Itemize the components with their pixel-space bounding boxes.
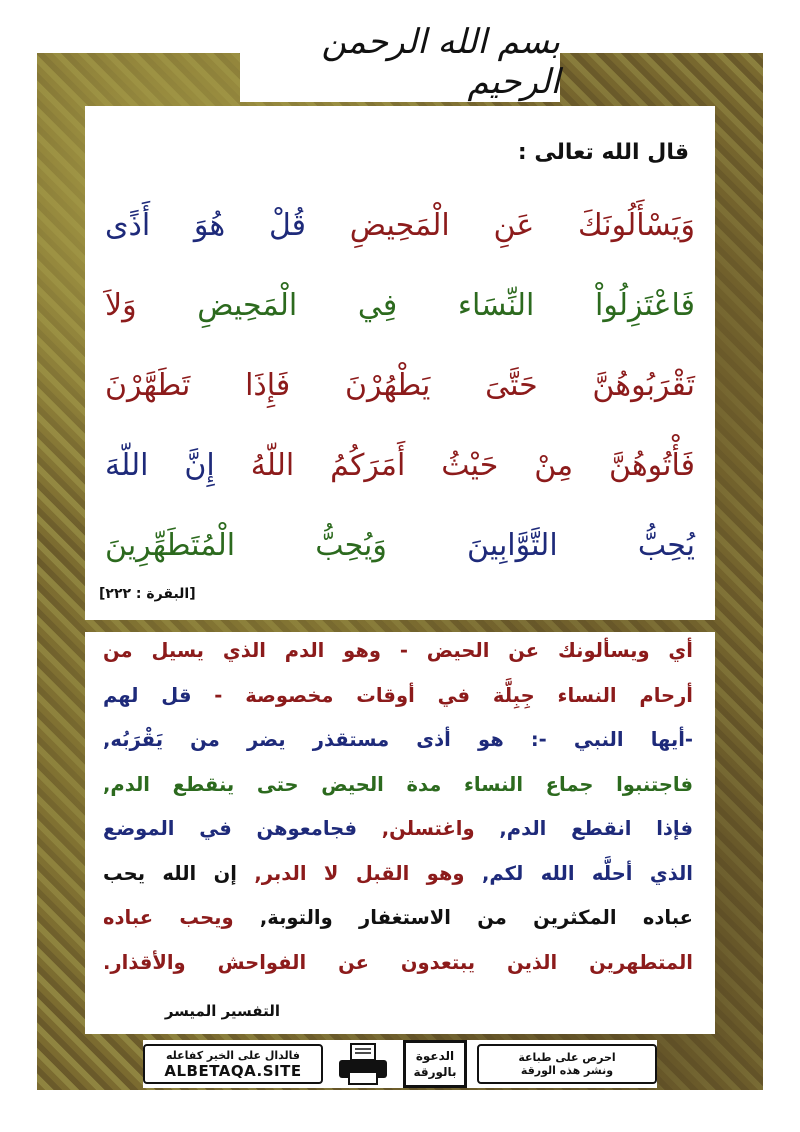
text-segment: أي ويسألونك عن الحيض - وهو الدم الذي يسيل من: [103, 639, 693, 662]
text-segment: ويحب عباده: [103, 906, 234, 929]
text-segment: قُلْ هُوَ أَذًى: [105, 208, 307, 243]
text-segment: قل لهم: [103, 683, 192, 707]
footer-site-box: [143, 1044, 323, 1084]
text-segment: وَيَسْأَلُونَكَ عَنِ الْمَحِيضِ: [306, 208, 695, 243]
text-segment: أرحام النساء جِبِلَّة في أوقات مخصوصة -: [191, 683, 693, 707]
text-segment: واغتسلن,: [357, 817, 475, 840]
footer-center: [333, 1040, 467, 1088]
verse-reference: [البقرة : ٢٢٢]: [99, 586, 196, 602]
text-segment: المتطهرين الذين يبتعدون عن الفواحش والأقذار.: [103, 950, 693, 974]
text-segment: -أيها النبي -: هو أذى مستقذر يضر من يَقْرَبُه,: [103, 728, 693, 751]
tafsir-line: [103, 770, 693, 800]
text-segment: وهو القبل لا الدبر,: [236, 861, 465, 885]
text-segment: وَيُحِبُّ الْمُتَطَهِّرِينَ: [105, 528, 387, 563]
text-segment: فَأْتُوهُنَّ مِنْ حَيْثُ أَمَرَكُمُ اللّهُ: [214, 448, 695, 483]
footer: [143, 1040, 657, 1088]
footer-print-box: [477, 1044, 657, 1084]
dawah-logo: [403, 1040, 467, 1088]
text-segment: فإذا انقطع الدم,: [474, 817, 693, 840]
verse-intro: قال الله تعالى :: [517, 140, 689, 165]
verse-line: [105, 206, 695, 246]
verse-line: [105, 446, 695, 486]
text-segment: يُحِبُّ التَّوَّابِينَ: [386, 528, 695, 563]
tafsir-line: [103, 948, 693, 978]
quran-panel: [85, 106, 715, 620]
verse-line: [105, 286, 695, 326]
text-segment: وَلاَ: [105, 288, 137, 323]
logo-line1: الدعوة: [415, 1049, 455, 1063]
tafsir-line: [103, 903, 693, 933]
text-segment: تَقْرَبُوهُنَّ حَتَّىَ يَطْهُرْنَ: [290, 368, 695, 403]
text-segment: فاجتنبوا جماع النساء مدة الحيض حتى ينقطع الدم,: [103, 772, 693, 796]
text-segment: إن الله يحب: [103, 861, 237, 885]
tafsir-panel: [85, 632, 715, 1034]
basmala-calligraphy: بسم الله الرحمن الرحيم: [240, 22, 560, 102]
footer-motto: فالدال على الخير كفاعله: [165, 1048, 301, 1062]
text-segment: إِنَّ اللّهَ: [105, 448, 215, 483]
tafsir-line: [103, 814, 693, 844]
tafsir-source: التفسير الميسر: [164, 1002, 280, 1020]
logo-line2: بالورقة: [413, 1065, 457, 1079]
text-segment: فَإِذَا تَطَهَّرْنَ: [105, 368, 291, 403]
footer-site-link[interactable]: ALBETAQA.SITE: [164, 1061, 302, 1080]
text-segment: الذي أحلَّه الله لكم,: [464, 861, 693, 885]
tafsir-line: [103, 725, 693, 755]
tafsir-line: [103, 859, 693, 889]
text-segment: فَاعْتَزِلُواْ النِّسَاء فِي الْمَحِيضِ: [136, 288, 695, 323]
text-segment: فجامعوهن في الموضع: [103, 817, 357, 840]
tafsir-line: [103, 681, 693, 711]
tafsir-line: [103, 636, 693, 666]
printer-icon: [333, 1042, 393, 1086]
verse-line: [105, 526, 695, 566]
verse-line: [105, 366, 695, 406]
text-segment: عباده المكثرين من الاستغفار والتوبة,: [233, 906, 693, 929]
footer-print-line1: احرص على طباعة: [518, 1051, 616, 1064]
footer-print-line2: ونشر هذه الورقة: [520, 1064, 614, 1077]
